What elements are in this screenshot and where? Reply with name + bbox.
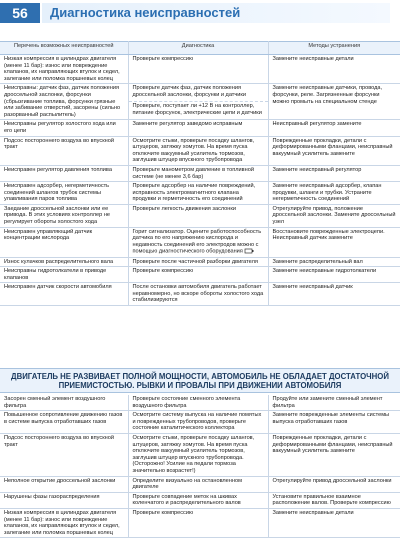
diagnosis-cell: Проверьте адсорбер на наличие повреждений, исправность электромагнитного клапана продувки и герметичность его соединений <box>128 182 268 205</box>
table-row <box>0 433 400 476</box>
cause-cell: Подсос постороннего воздуха во впускной тракт <box>0 136 128 165</box>
fix-cell: Замените неисправные детали <box>268 508 400 537</box>
fix-cell: Замените неисправный регулятор <box>268 165 400 181</box>
table-row <box>0 227 400 257</box>
fix-cell: Неисправный регулятор замените <box>268 120 400 136</box>
diagnosis-cell: После остановки автомобиля двигатель работает неравномерно, но вскоре обороты холостого хода стабилизируются <box>128 283 268 306</box>
fix-cell: Замените неисправные гидротолкатели <box>268 267 400 283</box>
table-row <box>0 165 400 181</box>
fix-cell: Отрегулируйте привод дроссельной заслонки <box>268 476 400 492</box>
diagnosis-cell: Осмотрите стыки, проверьте посадку шлангов, штуцеров, затяжку хомутов. На время пуска отключите вакуумный усилитель тормозов, заглушив штуцер впускного трубопровода. (Осторожно! Усилие на педали тормоза значительно возрастет!) <box>128 433 268 476</box>
table-row <box>0 411 400 434</box>
header-diagnosis: Диагностика <box>128 42 268 55</box>
diagnosis-cell: Проверьте компрессию <box>128 508 268 537</box>
cause-cell: Неисправен датчик скорости автомобиля <box>0 283 128 306</box>
header-fix: Методы устранения <box>268 42 400 55</box>
table-row <box>0 257 400 267</box>
cause-cell: Неисправны: датчик фаз, датчик положения дроссельной заслонки, форсунки (сбрызгивание топлива, форсунки грязные или забивание отверстий, засорены (сильно разорванный распылитель) <box>0 84 128 120</box>
table-row <box>0 508 400 537</box>
diagnosis-cell: Проверьте компрессию <box>128 267 268 283</box>
page-number: 56 <box>0 3 40 23</box>
diagnosis-cell: Проверьте после частичной разборки двигателя <box>128 257 268 267</box>
table-row <box>0 492 400 508</box>
table-row <box>0 120 400 136</box>
cause-cell: Нарушены фазы газораспределения <box>0 492 128 508</box>
fix-cell: Замените распределительный вал <box>268 257 400 267</box>
table-row <box>0 182 400 205</box>
fix-cell: Продуйте или замените сменный элемент фильтра <box>268 395 400 411</box>
diagnosis-cell: Проверьте манометром давление в топливной системе (не менее 3,6 бар) <box>128 165 268 181</box>
table-header-row <box>0 42 400 55</box>
cause-cell: Подсос постороннего воздуха во впускной тракт <box>0 433 128 476</box>
engine-warning-icon <box>244 248 254 254</box>
diagnosis-cell: Проверьте состояние сменного элемента воздушного фильтра <box>128 395 268 411</box>
diagnosis-text: Горит сигнализатор. Оцените работоспособность датчика по его напряжению кислорода и недавность соединений его электродов можно с помощью диагностического оборудования <box>132 228 262 255</box>
diagnosis-cell: Проверьте датчик фаз, датчик положения дроссельной заслонки, форсунки и датчики <box>128 84 268 102</box>
table-row <box>0 136 400 165</box>
diagnosis-cell: Осмотрите систему выпуска на наличие помятых и поврежденных трубопроводов, проверьте состояние каталитического коллектора <box>128 411 268 434</box>
fix-cell: Замените неисправный адсорбер, клапан продувки, шланги и трубки. Устраните негерметичность соединений <box>268 182 400 205</box>
diagnosis-cell: Замените регулятор заведомо исправным <box>128 120 268 136</box>
diagnosis-cell: Проверьте, поступает ли +12 В на контроллер, питание форсунок, электрические цепи и датчики <box>128 102 268 120</box>
troubleshooting-table-2 <box>0 395 400 538</box>
cause-cell: Неисправны гидротолкатели в приводе клапанов <box>0 267 128 283</box>
diagnosis-cell: Определите визуально на остановленном двигателе <box>128 476 268 492</box>
fix-cell: Замените неисправный датчик <box>268 283 400 306</box>
fix-cell: Поврежденные прокладки, детали с деформированными фланцами, неисправный вакуумный усилитель замените <box>268 433 400 476</box>
diagnosis-cell: Проверьте легкость движения заслонки <box>128 204 268 227</box>
fix-cell: Поврежденные прокладки, детали с деформированными фланцами, неисправный вакуумный усилитель замените <box>268 136 400 165</box>
fix-cell: Восстановите поврежденные электроцепи. Неисправный датчик замените <box>268 227 400 257</box>
cause-cell: Низкая компрессия в цилиндрах двигателя (менее 11 бар): износ или повреждение клапанов, их направляющих втулок и седел, залегание или поломка поршневых колец <box>0 55 128 84</box>
fix-cell: Замените неисправные датчики, провода, форсунки, реле. Загрязненные форсунки можно промыть на специальном стенде <box>268 84 400 120</box>
cause-cell: Низкая компрессия в цилиндрах двигателя (менее 11 бар): износ или повреждение клапанов, их направляющих втулок и седел, залегание или поломка поршневых колец <box>0 508 128 537</box>
cause-cell: Износ кулачков распределительного вала <box>0 257 128 267</box>
fix-cell: Отрегулируйте привод, положение дроссельной заслонки. Замените дроссельный узел <box>268 204 400 227</box>
table-row <box>0 267 400 283</box>
cause-cell: Заедание дроссельной заслонки или ее привода. В этих условиях контроллер не регулирует обороты холостого хода <box>0 204 128 227</box>
table-row <box>0 283 400 306</box>
fix-cell: Замените поврежденные элементы системы выпуска отработавших газов <box>268 411 400 434</box>
diagnosis-cell: Осмотрите стыки, проверьте посадку шлангов, штуцеров, затяжку хомутов. На время пуска отключите вакуумный усилитель тормозов, заглушив штуцер впускного трубопровода <box>128 136 268 165</box>
table-row <box>0 395 400 411</box>
cause-cell: Засорен сменный элемент воздушного фильтра <box>0 395 128 411</box>
table-row <box>0 84 400 102</box>
section-2-heading <box>0 368 400 393</box>
cause-cell: Повышенное сопротивление движению газов в системе выпуска отработавших газов <box>0 411 128 434</box>
troubleshooting-table-1 <box>0 41 400 306</box>
diagnosis-cell <box>128 227 268 257</box>
cause-cell: Неисправен управляющий датчик концентрации кислорода <box>0 227 128 257</box>
page-header <box>0 0 400 26</box>
cause-cell: Неисправны регулятор холостого хода или его цепи <box>0 120 128 136</box>
page-title: Диагностика неисправностей <box>42 3 390 23</box>
table-row <box>0 204 400 227</box>
diagnosis-cell: Проверьте компрессию <box>128 55 268 84</box>
diagnosis-cell: Проверьте совпадение меток на шкивах коленчатого и распределительного валов <box>128 492 268 508</box>
table-row <box>0 476 400 492</box>
fix-cell: Установите правильное взаимное расположение валов. Проверьте компрессию <box>268 492 400 508</box>
table-row <box>0 55 400 84</box>
cause-cell: Неполное открытие дроссельной заслонки <box>0 476 128 492</box>
section-2-title: ДВИГАТЕЛЬ НЕ РАЗВИВАЕТ ПОЛНОЙ МОЩНОСТИ, АВТОМОБИЛЬ НЕ ОБЛАДАЕТ ДОСТАТОЧНОЙ ПРИЕМИСТОСТЬЮ. РЫВКИ И ПРОВАЛЫ ПРИ ДВИЖЕНИИ АВТОМОБИЛЯ <box>11 372 389 390</box>
cause-cell: Неисправен адсорбер, негерметичность соединений шлангов трубок системы улавливания паров топлива <box>0 182 128 205</box>
header-cause: Перечень возможных неисправностей <box>0 42 128 55</box>
cause-cell: Неисправен регулятор давления топлива <box>0 165 128 181</box>
fix-cell: Замените неисправные детали <box>268 55 400 84</box>
